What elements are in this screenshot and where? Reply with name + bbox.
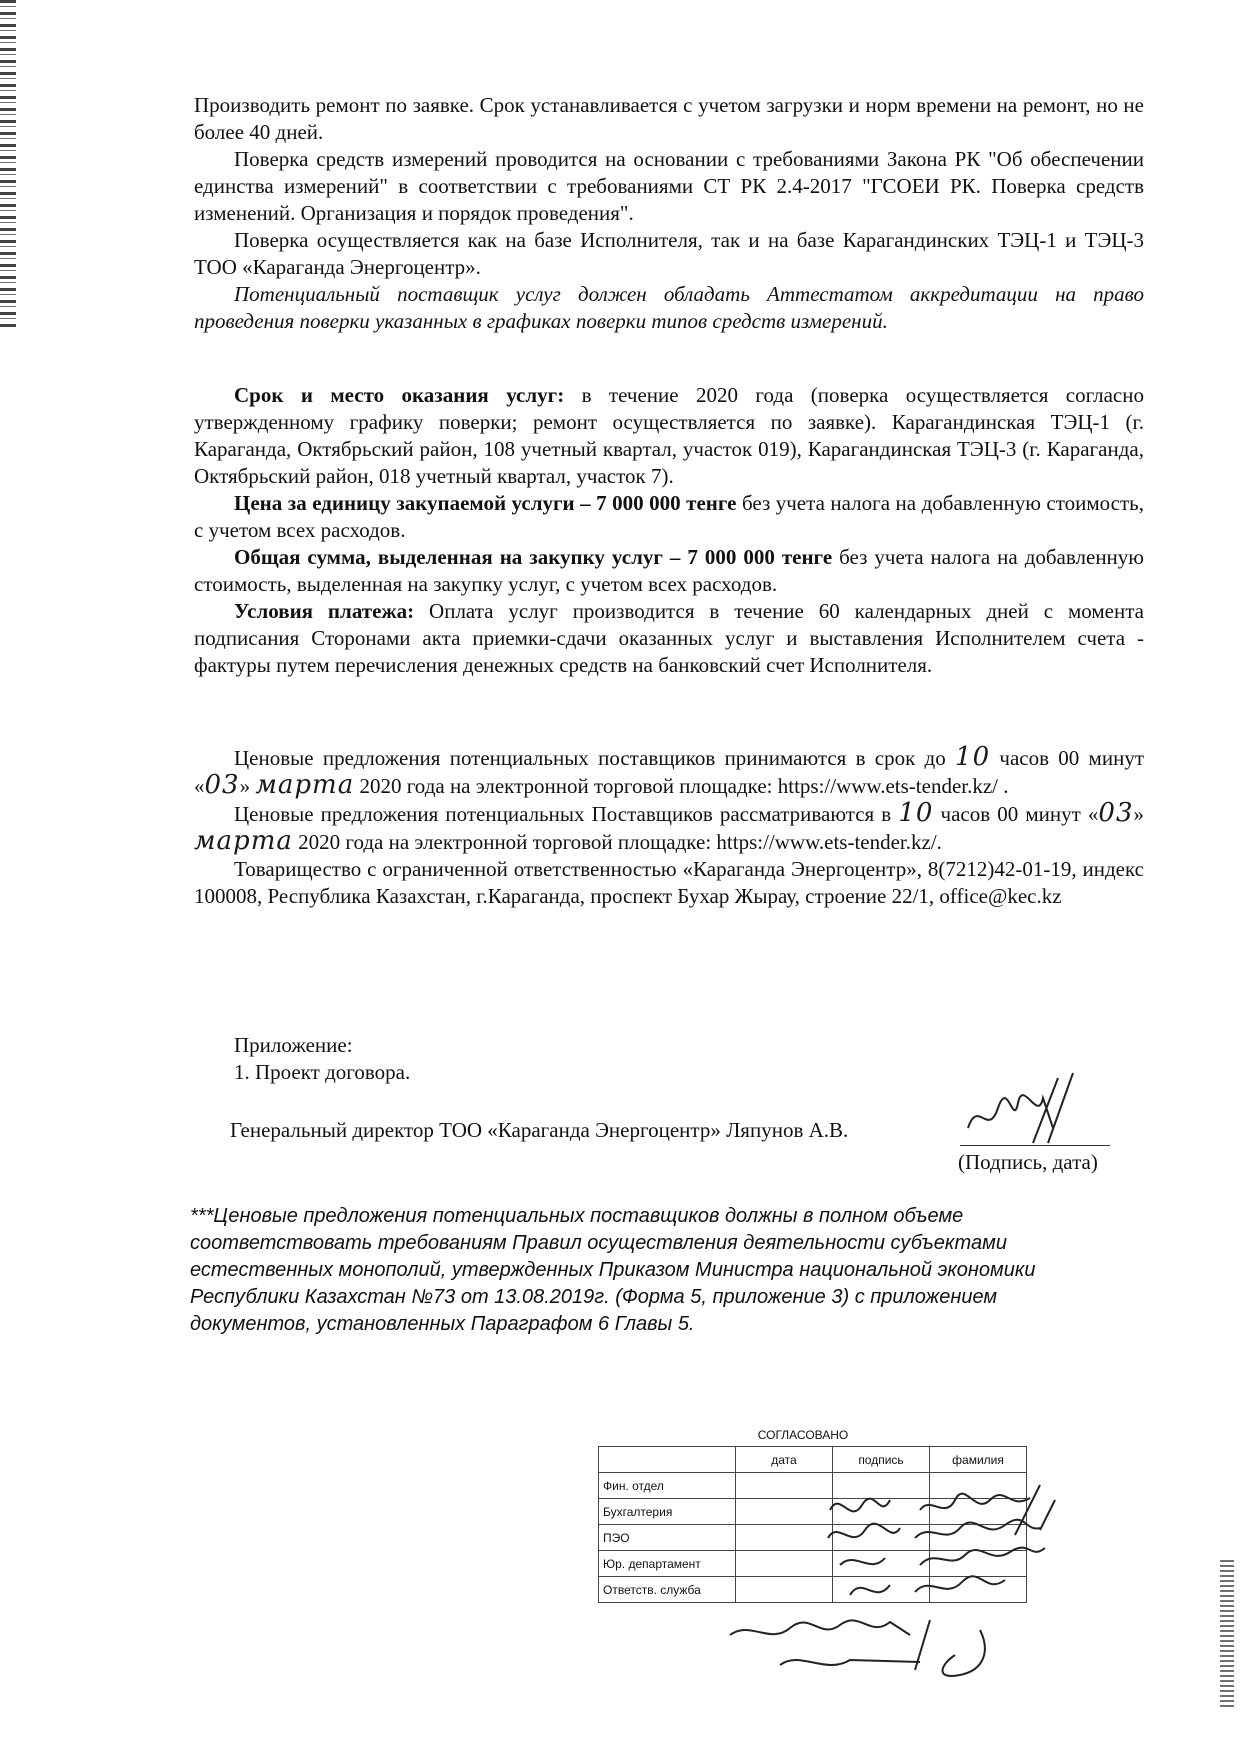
offers-acceptance-paragraph	[194, 744, 1144, 800]
offers-review-text: »	[1133, 802, 1144, 826]
director-signature-line: Генеральный директор ТОО «Караганда Энергоцентр» Ляпунов А.В.	[230, 1118, 849, 1142]
approval-column-header: дата	[736, 1447, 833, 1473]
approval-row-label: Юр. департамент	[599, 1551, 736, 1577]
approval-title: СОГЛАСОВАНО	[757, 1428, 849, 1442]
approval-row-label: Бухгалтерия	[599, 1499, 736, 1525]
verification-law-paragraph: Поверка средств измерений проводится на основании с требованиями Закона РК "Об обеспечении единства измерений" в соответствии с требованиями СТ РК 2.4-2017 "ГСОЕИ РК. Поверка средств изменений. Организация и порядок проведения".	[194, 147, 1144, 225]
verification-location-paragraph: Поверка осуществляется как на базе Исполнителя, так и на базе Карагандинских ТЭЦ-1 и ТЭЦ-3 ТОО «Караганда Энергоцентр».	[194, 228, 1144, 279]
signature-caption: (Подпись, дата)	[958, 1150, 1098, 1174]
handwritten-hour: 10	[898, 798, 934, 828]
handwritten-month: марта	[194, 826, 293, 856]
offers-section	[194, 744, 1144, 910]
term-place-text: в течение 2020 года (поверка осуществляется согласно утвержденному графику поверки; ремонт осуществляется по заявке). Карагандинская ТЭЦ-1 (г. Караганда, Октябрьский район, 108 учетный квартал, участок 019), Карагандинская ТЭЦ-3 (г. Караганда, Октябрьский район, 018 учетный квартал, участок 7).	[194, 383, 1144, 488]
signature-underline	[960, 1145, 1110, 1146]
approval-row-label: ПЭО	[599, 1525, 736, 1551]
company-contacts-paragraph: Товарищество с ограниченной ответственностью «Караганда Энергоцентр», 8(7212)42-01-19, индекс 100008, Республика Казахстан, г.Караганда, проспект Бухар Жырау, строение 22/1, office@kec.kz	[194, 857, 1144, 908]
accreditation-paragraph: Потенциальный поставщик услуг должен обладать Аттестатом аккредитации на право проведения поверки указанных в графиках поверки типов средств измерений.	[194, 282, 1144, 333]
approval-row-label: Ответств. служба	[599, 1577, 736, 1603]
handwritten-month: марта	[255, 770, 355, 800]
handwritten-day: 03	[1098, 798, 1134, 828]
offers-acceptance-text: Ценовые предложения потенциальных поставщиков принимаются в срок до	[234, 746, 956, 770]
unit-price-text: без учета налога на добавленную стоимость, с учетом всех расходов.	[194, 491, 1144, 542]
payment-terms-text: Оплата услуг производится в течение 60 календарных дней с момента подписания Сторонами акта приемки-сдачи оказанных услуг и выставления Исполнителем счета - фактуры путем перечисления денежных средств на банковский счет Исполнителя.	[194, 599, 1144, 677]
total-sum-label: Общая сумма, выделенная на закупку услуг – 7 000 000 тенге	[234, 545, 833, 569]
scan-edge-artifact	[0, 0, 16, 330]
approval-handwritten-signatures	[600, 1470, 1080, 1690]
approval-column-header: подпись	[833, 1447, 930, 1473]
scan-edge-artifact	[1220, 1560, 1234, 1710]
payment-terms-label: Условия платежа:	[234, 599, 415, 623]
term-place-label: Срок и место оказания услуг:	[234, 383, 565, 407]
total-sum-paragraph	[194, 544, 1144, 598]
term-place-paragraph	[194, 382, 1144, 490]
payment-terms-paragraph	[194, 598, 1144, 679]
offers-acceptance-text: »	[239, 774, 256, 798]
offers-acceptance-text: 2020 года на электронной торговой площадке: https://www.ets-tender.kz/ .	[354, 774, 1009, 798]
unit-price-label: Цена за единицу закупаемой услуги – 7 000 000 тенге	[234, 491, 737, 515]
requirements-section	[194, 92, 1144, 335]
attachment-title: Приложение:	[234, 1033, 353, 1057]
offers-review-text: 2020 года на электронной торговой площадке: https://www.ets-tender.kz/.	[292, 830, 942, 854]
offers-review-paragraph	[194, 800, 1144, 856]
terms-section	[194, 382, 1144, 679]
approval-header-row	[599, 1447, 1027, 1473]
director-signature-mark	[958, 1068, 1108, 1148]
attachment-item: 1. Проект договора.	[234, 1060, 411, 1084]
footnote: ***Ценовые предложения потенциальных поставщиков должны в полном объеме соответствовать требованиям Правил осуществления деятельности субъектами естественных монополий, утвержденных Приказом Министра национальной экономики Республики Казахстан №73 от 13.08.2019г. (Форма 5, приложение 3) с приложением документов, установленных Параграфом 6 Главы 5.	[190, 1205, 1036, 1335]
repair-paragraph: Производить ремонт по заявке. Срок устанавливается с учетом загрузки и норм времени на ремонт, но не более 40 дней.	[194, 93, 1144, 144]
approval-row-label: Фин. отдел	[599, 1473, 736, 1499]
handwritten-hour: 10	[955, 742, 991, 772]
handwritten-day: 03	[204, 770, 240, 800]
offers-review-text: часов 00 минут «	[933, 802, 1099, 826]
approval-column-header: фамилия	[930, 1447, 1027, 1473]
total-sum-text: без учета налога на добавленную стоимость, выделенная на закупку услуг, с учетом всех расходов.	[194, 545, 1144, 596]
offers-review-text: Ценовые предложения потенциальных Поставщиков рассматриваются в	[234, 802, 899, 826]
unit-price-paragraph	[194, 490, 1144, 544]
offers-acceptance-text: часов 00 минут «	[194, 746, 1145, 798]
approval-header-empty	[599, 1447, 736, 1473]
